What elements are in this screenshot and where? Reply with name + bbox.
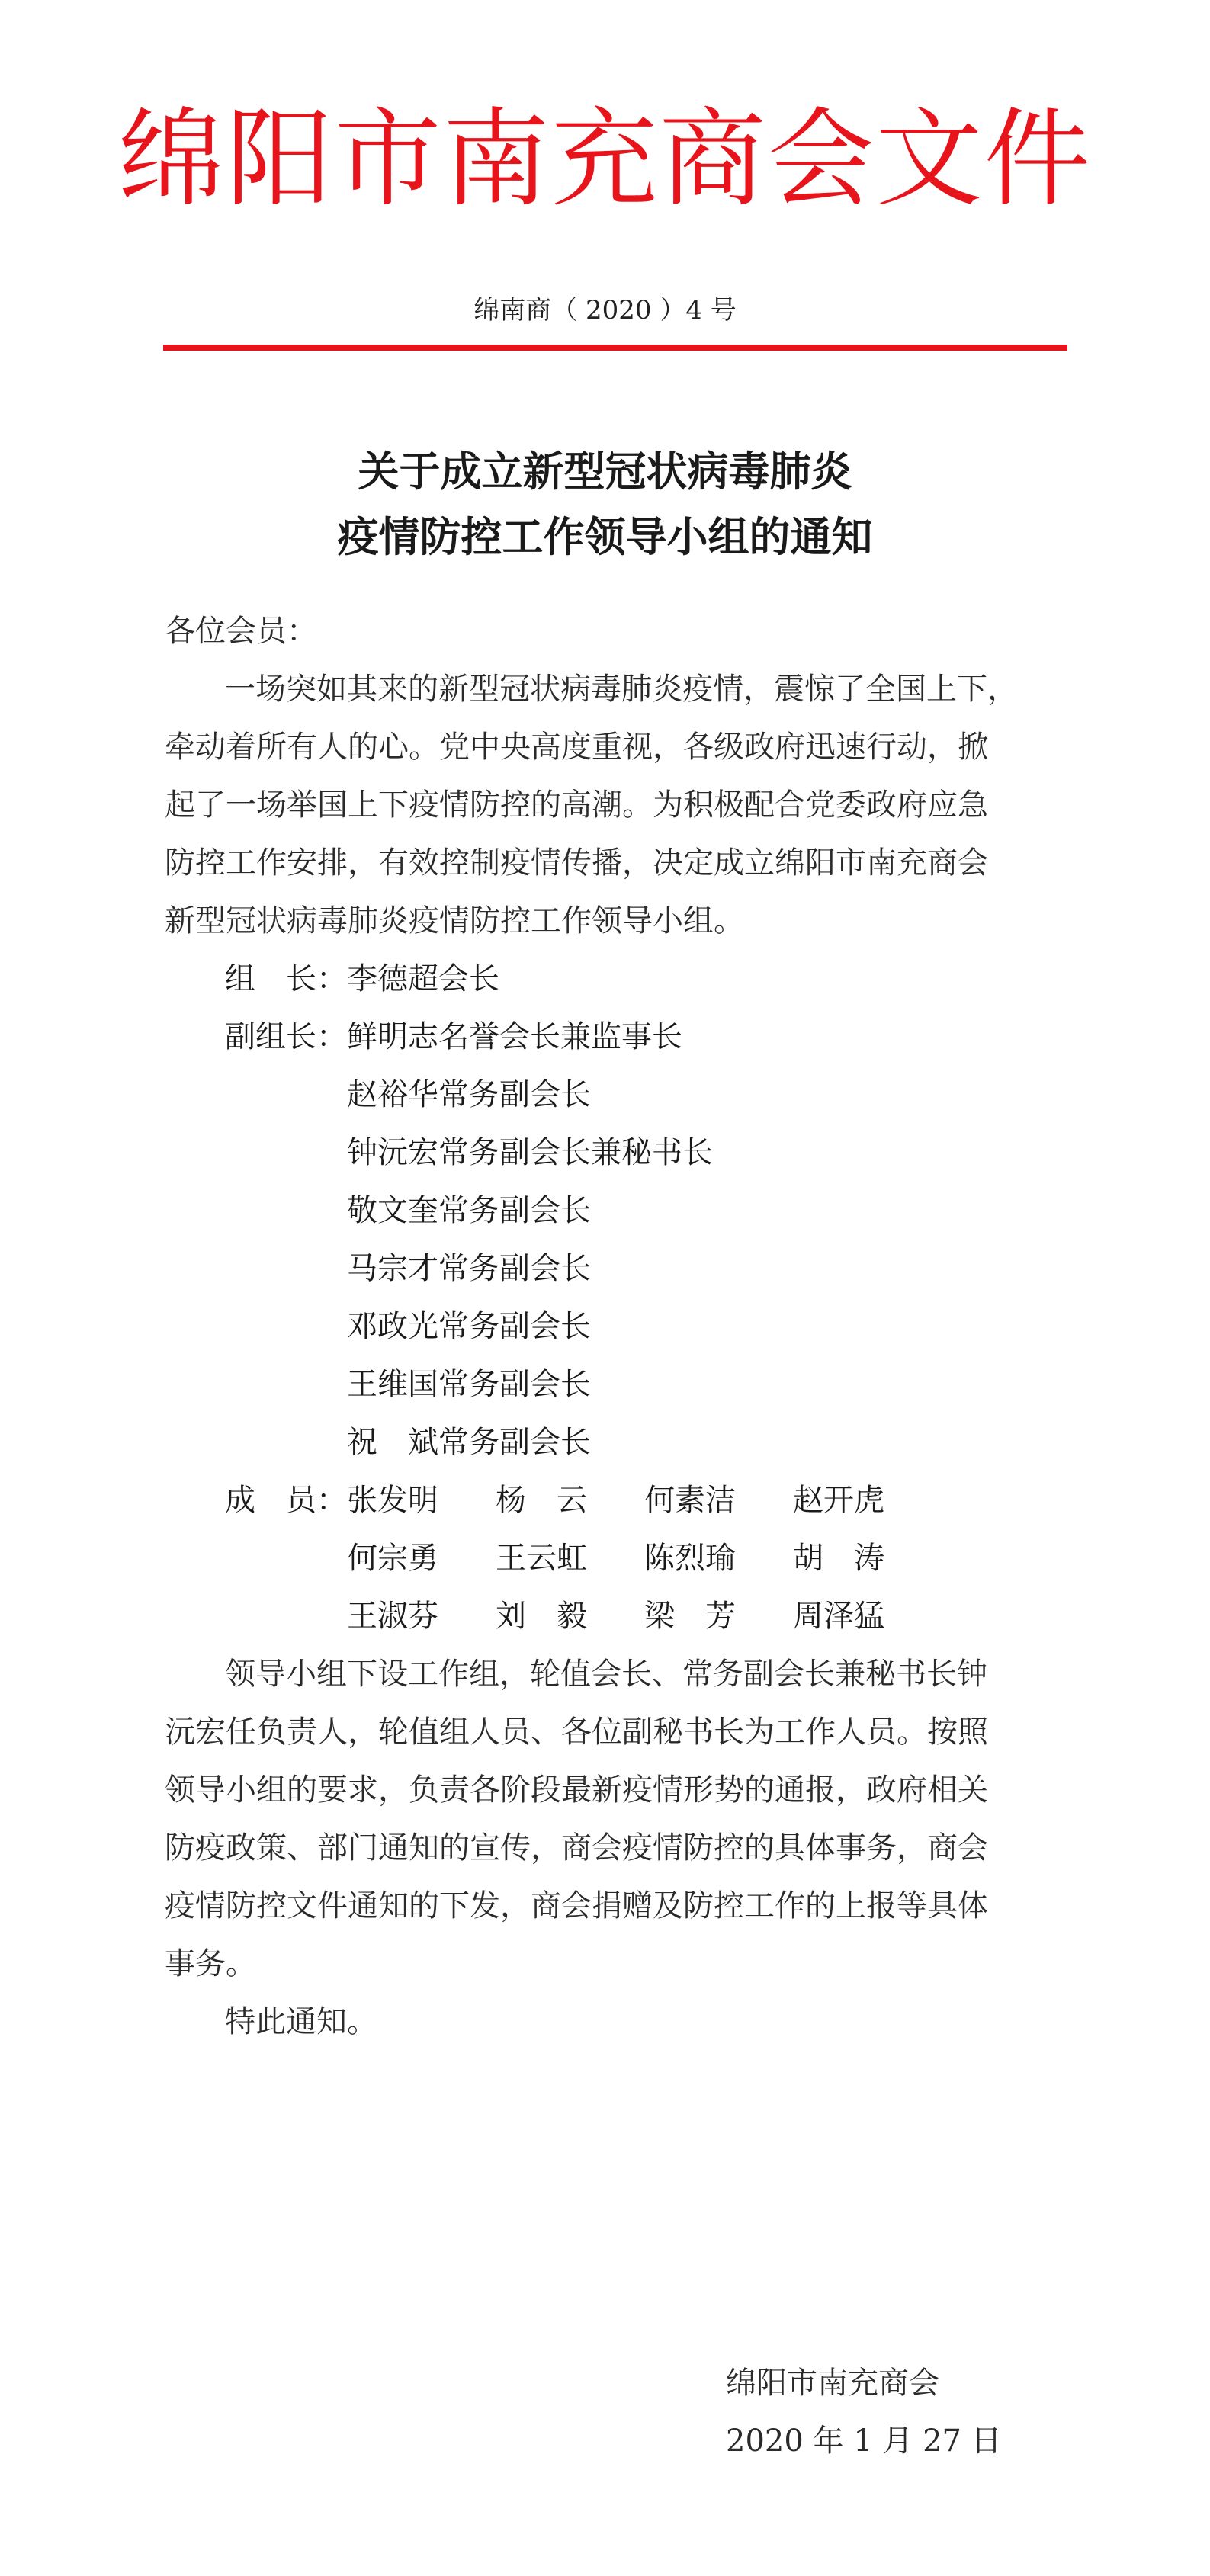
- leader-name: 李德超会长: [347, 961, 499, 996]
- member-name: 杨 云: [496, 1483, 587, 1518]
- member-name: 何宗勇: [347, 1541, 438, 1576]
- notice-title-line2: 疫情防控工作领导小组的通知: [337, 512, 873, 561]
- deputy-name: 钟沅宏常务副会长兼秘书长: [347, 1135, 713, 1170]
- member-name: 王云虹: [496, 1541, 587, 1576]
- member-name: 胡 涛: [793, 1541, 884, 1576]
- deputy-name: 祝 斌常务副会长: [347, 1425, 591, 1460]
- intro-line: 起了一场举国上下疫情防控的高潮。为积极配合党委政府应急: [165, 788, 988, 823]
- duty-line: 事务。: [165, 1946, 256, 1981]
- document-number: 绵南商（ 2020 ）4 号: [473, 295, 737, 326]
- intro-line: 一场突如其来的新型冠状病毒肺炎疫情，震惊了全国上下，: [225, 672, 1018, 707]
- deputy-name: 王维国常务副会长: [347, 1367, 591, 1402]
- deputy-name: 赵裕华常务副会长: [347, 1077, 591, 1112]
- salutation: 各位会员：: [165, 614, 317, 649]
- duty-line: 防疫政策、部门通知的宣传，商会疫情防控的具体事务，商会: [165, 1830, 988, 1865]
- member-name: 赵开虎: [793, 1483, 884, 1518]
- member-name: 陈烈瑜: [644, 1541, 736, 1576]
- signature-date: 2020 年 1 月 27 日: [726, 2424, 1002, 2459]
- leader-label: 组 长：: [225, 961, 347, 996]
- notice-title-line1: 关于成立新型冠状病毒肺炎: [358, 447, 852, 496]
- member-name: 何素洁: [644, 1483, 736, 1518]
- member-name: 王淑芬: [347, 1599, 438, 1634]
- deputy-label: 副组长：: [225, 1019, 347, 1054]
- members-label: 成 员：: [225, 1483, 347, 1518]
- member-name: 周泽猛: [793, 1599, 884, 1634]
- member-name: 梁 芳: [644, 1599, 736, 1634]
- intro-line: 新型冠状病毒肺炎疫情防控工作领导小组。: [165, 903, 744, 938]
- closing-text: 特此通知。: [225, 2004, 377, 2039]
- intro-line: 防控工作安排，有效控制疫情传播，决定成立绵阳市南充商会: [165, 845, 988, 881]
- deputy-name: 敬文奎常务副会长: [347, 1193, 591, 1228]
- deputy-name: 邓政光常务副会长: [347, 1309, 591, 1344]
- member-name: 刘 毅: [496, 1599, 587, 1634]
- duty-line: 疫情防控文件通知的下发，商会捐赠及防控工作的上报等具体: [165, 1888, 988, 1923]
- header-divider: [163, 345, 1067, 351]
- member-name: 张发明: [347, 1483, 438, 1518]
- duty-line: 沅宏任负责人，轮值组人员、各位副秘书长为工作人员。按照: [165, 1715, 988, 1750]
- duty-line: 领导小组的要求，负责各阶段最新疫情形势的通报，政府相关: [165, 1772, 988, 1808]
- deputy-name: 鲜明志名誉会长兼监事长: [347, 1019, 682, 1054]
- signature-org: 绵阳市南充商会: [726, 2366, 939, 2401]
- duty-line: 领导小组下设工作组，轮值会长、常务副会长兼秘书长钟: [225, 1657, 987, 1692]
- deputy-name: 马宗才常务副会长: [347, 1251, 591, 1286]
- document-header-title: 绵阳市南充商会文件: [117, 98, 1093, 222]
- intro-line: 牵动着所有人的心。党中央高度重视，各级政府迅速行动，掀: [165, 730, 988, 765]
